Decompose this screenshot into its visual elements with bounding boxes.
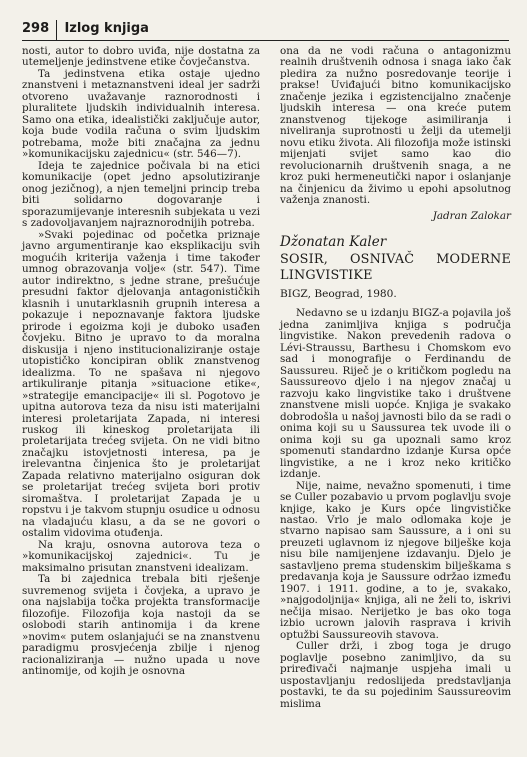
paragraph: Ta jedinstvena etika ostaje ujedno znanstveni i metaznanstveni ideal jer sadrži otvoreno uvažavanje raznorodnosti i pluralitete ljudskih individualnih interesa. Samo ona etika, idealistički zaključuje autor, koja bude vodila računa o svim ljudskim potrebama, može biti značajna za jednu »komunikacijsku zajednicu« (str. 546—7). <box>22 67 260 161</box>
page-header <box>22 14 509 41</box>
paragraph: Ideja te zajednice počivala bi na etici komunikacije (opet jedno apsolutiziranje onog jezičnog), a njen temeljni princip treba biti solidarno dogovaranje i sporazumijevanje interesnih subjekata u vezi s zadovoljavanjem najraznorodnijih potreba. <box>22 159 260 230</box>
running-head: Izlog knjiga <box>64 21 149 36</box>
book-author: Džonatan Kaler <box>280 234 387 251</box>
paragraph: Nije, naime, nevažno spomenuti, i time se Culler pozabavio u prvom poglavlju svoje knjige, kako je Kurs opće lingvističke nastao. Vrlo je malo odlomaka koje je stvarno napisao sam Saussure, a i oni su preuzeti uglavnom iz njegove bilješke koja nisu bile namijenjene izdavanju. Djelo je sastavljeno prema studenskim bilješkama s predavanja koja je Saussure održao između 1907. i 1911. godine, a to je, svakako, »najgodoljnija« knjiga, ali ne želi to, iskrivi nečija misao. Nerijetko je bas oko toga izbio ucrown jalovih rasprava i krivih optužbi Saussureovih stavova. <box>280 479 511 641</box>
paragraph: Ta bi zajednica trebala biti rješenje suvremenog svijeta i čovjeka, a upravo je ona najslabija točka projekta transformacije filozofije. Filozofija koja nastoji da se oslobodi starih antinomija i da krene »novim« putem oslanjajući se na znanstvenu paradigmu prosvjećenja zbilje i njenog racionaliziranja — nužno upada u nove antinomije, od kojih je osnovna <box>22 573 260 678</box>
paragraph: Na kraju, osnovna autorova teza o »komunikacijskoj zajednici«. Tu je maksimalno prisutan znanstveni idealizam. <box>22 538 260 574</box>
paragraph: nosti, autor to dobro uviđa, nije dostatna za utemeljenje jedinstvene etike čovječanstva. <box>22 45 260 69</box>
paragraph: Nedavno se u izdanju BIGZ-a pojavila još jedna zanimljiva knjiga s područja lingvistike. Nakon prevedenih radova o Lévi-Straussu, Barthesu i Chomskom evo sad i monografije o Ferdinandu de Saussureu. Riječ je o kritičkom pogledu na Saussureovo djelo i na njegov značaj u razvoju kako lingvistike tako i društvene znanstvene misli uopće. Knjiga je svakako dobrodošla u našoj javnosti bilo da se radi o onima koji su u Saussurea tek uvode ili o onima koji su ga upoznali samo kroz spomenuti standardno izdanje Kursa opće lingvistike, a ne i kroz neko kritičko izdanje. <box>280 307 511 481</box>
header-divider <box>56 20 57 40</box>
paragraph: »Svaki pojedinac od početka priznaje javno argumentiranje kao eksplikaciju svih mogućih kriterija važenja i time također umnog obrazovanja volje« (str. 547). Time autor indirektno, s jedne strane, prešućuje presudni faktor djelovanja antagonističkih klasnih i unutarklasnih grupnih interesa a pokazuje i nepoznavanje faktora ljudske prirode i egoizma koji je duboko usađen čovjeku. Bitno je upravo to da moralna diskusija i njeno institucionaliziranje ostaje utopističko koncipiran oblik znanstvenog idealizma. To ne spašava ni njegovo artikuliranje pitanja »situacione etike«, »strategije emancipacije« ili sl. Pogotovo je upitna autorova teza da nisu isti materijalni interesi proletarijata Zapada, ni interesi ruskog ili kineskog proletarijata ili proletarijata trećeg svijeta. On ne vidi bitno značajku istovjetnosti interesa, pa je irelevantna činjenica što je proletarijat Zapada relativno materijalno osiguran dok se proletarijat trećeg svijeta bori protiv siromaštva. I proletarijat Zapada je u ropstvu i je takvom stupnju osudice u odnosu na vladajuću klasu, a da se ne govori o ostalim vidovima otuđenja. <box>22 228 260 540</box>
paragraph: Culler drži, i zbog toga je drugo poglavlje posebno zanimljivo, da su priređivači najmanje uspjeha imali u uspostavljanju redoslijeda predstavljanja postavki, te da su pojedinim Saussureovim mislima <box>280 640 511 710</box>
page-number: 298 <box>22 21 50 36</box>
left-column <box>22 46 260 678</box>
publication-info: BIGZ, Beograd, 1980. <box>280 288 397 301</box>
reviewer-signature: Jadran Zalokar <box>432 209 511 222</box>
paragraph: ona da ne vodi računa o antagonizmu realnih društvenih odnosa i snaga iako čak pledira za nužno posredovanje teorije i prakse! Uviđajući bitno komunikacijsko značenje jezika i egzistencijalno značenje ljudskih interesa — ona kreće putem znanstvenog tijekoge asimiliranja i niveliranja suprotnosti u želji da utemelji novu etiku života. Ali filozofija može istinski mijenjati svijet samo kao dio revolucionarnih društvenih snaga, a ne kroz puki hermeneutički napor i oslanjanje na činjenicu da živimo u epohi apsolutnog važenja znanosti. <box>280 45 511 207</box>
right-column <box>280 46 511 710</box>
book-title: SOSIR, OSNIVAČ MODERNE LINGVISTIKE <box>280 252 511 284</box>
